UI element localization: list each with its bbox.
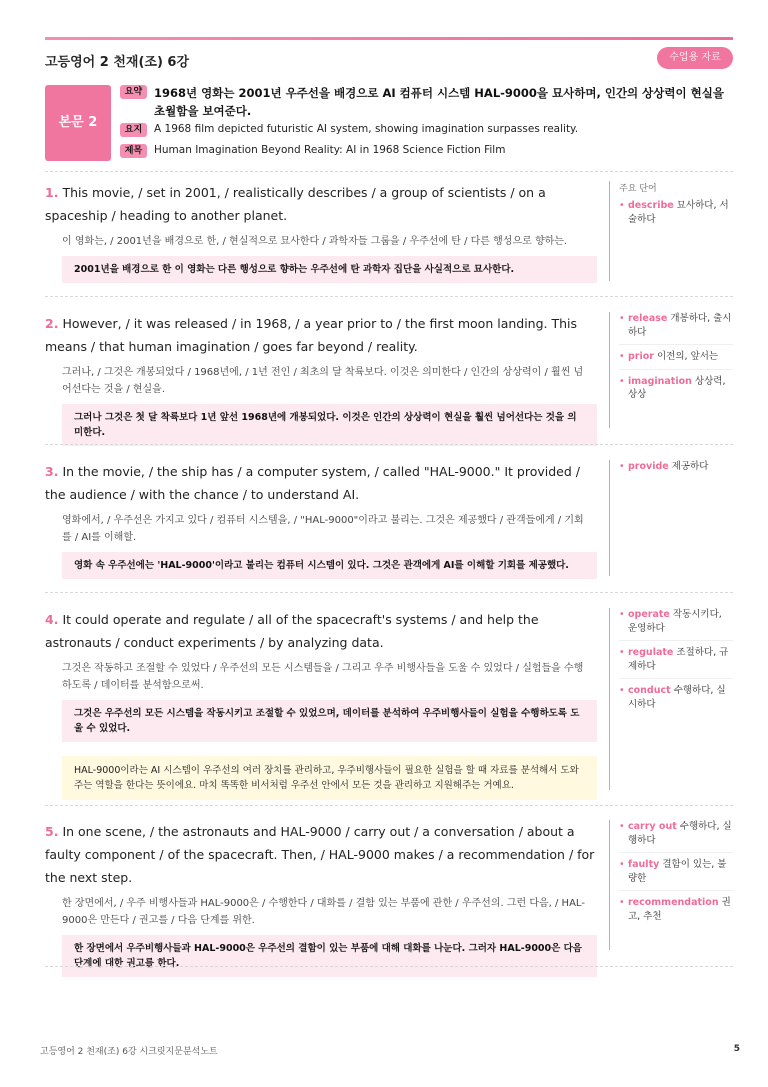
summary-row (120, 85, 724, 118)
bullet-icon: • (619, 461, 625, 472)
summary-text: 1968년 영화는 2001년 우주선을 배경으로 AI 컴퓨터 시스템 HAL-9000을 묘사하며, 인간의 상상력이 현실을 초월함을 보여준다. (154, 86, 724, 118)
gist-text: A 1968 film depicted futuristic AI system, showing imagination surpasses reality. (154, 123, 579, 135)
sentence-text: However, / it was released / in 1968, / a year prior to / the first moon landing. This means / that human imagination / goes far beyond / reality. (45, 316, 578, 354)
bullet-icon: • (619, 313, 625, 324)
sentence-full-translation: 한 장면에서 우주비행사들과 HAL-9000은 우주선의 결함이 있는 부품에 대해 대화를 나눈다. 그러자 HAL-9000은 다음 단계에 대한 권고를 한다. (62, 935, 597, 977)
vocab-word: faulty (628, 859, 660, 870)
sentence-full-translation: 영화 속 우주선에는 'HAL-9000'이라고 불리는 컴퓨터 시스템이 있다. 그것은 관객에게 AI를 이해할 기회를 제공했다. (62, 552, 597, 579)
vocab-item (619, 858, 733, 891)
section-divider (45, 171, 733, 172)
bullet-icon: • (619, 821, 625, 832)
page-number: 5 (733, 1044, 740, 1054)
vocab-box (609, 820, 733, 950)
sentence-english (45, 608, 600, 654)
vocab-meaning: 결함이 있는, 불량한 (628, 859, 727, 884)
bullet-icon: • (619, 685, 625, 696)
gist-row (120, 123, 579, 142)
bullet-icon: • (619, 859, 625, 870)
vocab-item (619, 820, 733, 853)
bullet-icon: • (619, 897, 625, 908)
sentence-chunk-translation: 이 영화는, / 2001년을 배경으로 한, / 현실적으로 묘사한다 / 과학자들 그룹을 / 우주선에 탄 / 다른 행성으로 향하는. (62, 236, 568, 247)
vocab-item (619, 896, 733, 928)
sentence-chunk-translation: 영화에서, / 우주선은 가지고 있다 / 컴퓨터 시스템을, / "HAL-9000"이라고 불리는. 그것은 제공했다 / 관객들에게 / 기회를 / AI를 이해할. (62, 515, 584, 543)
vocab-word: imagination (628, 375, 692, 387)
sentence-text: This movie, / set in 2001, / realistically describes / a group of scientists / on a spaceship / heading to another planet. (45, 185, 546, 223)
vocab-meaning: 수행하다, 실행하다 (628, 821, 732, 846)
bullet-icon: • (619, 647, 625, 658)
sentence-chunk-translation: 그것은 작동하고 조절할 수 있었다 / 우주선의 모든 시스템들을 / 그리고 우주 비행사들을 도울 수 있었다 / 실험들을 수행하도록 / 데이터를 분석함으로써. (62, 663, 584, 691)
page-title: 고등영어 2 천재(조) 6강 (45, 55, 190, 70)
vocab-word: carry out (628, 821, 677, 832)
vocab-box (609, 460, 733, 576)
sentence-number: 3. (45, 464, 59, 479)
vocab-word: release (628, 313, 668, 324)
sentence-full-translation: 그러나 그것은 첫 달 착륙보다 1년 앞선 1968년에 개봉되었다. 이것은 인간의 상상력이 현실을 훨씬 넘어선다는 것을 의미한다. (62, 404, 597, 446)
sentence-number: 5. (45, 824, 59, 839)
vocab-word: recommendation (628, 897, 719, 908)
vocab-word: prior (628, 351, 654, 362)
class-material-badge: 수업용 자료 (657, 47, 733, 69)
vocab-meaning: 조절하다, 규제하다 (628, 647, 729, 672)
section-divider (45, 444, 733, 445)
title-row (120, 144, 506, 163)
section-label: 본문 2 (45, 85, 111, 161)
passage-summary (45, 85, 733, 163)
vocab-item (619, 199, 733, 231)
vocab-word: provide (628, 461, 669, 472)
bullet-icon: • (619, 375, 625, 387)
vocab-meaning: 작동시키다, 운영하다 (628, 609, 722, 634)
vocab-word: describe (628, 200, 674, 211)
vocab-item (619, 350, 733, 370)
sentence-english (45, 820, 600, 889)
vocab-meaning: 상상력, 상상 (628, 375, 726, 400)
section-divider (45, 805, 733, 806)
vocab-word: conduct (628, 685, 671, 696)
title-text: Human Imagination Beyond Reality: AI in 1968 Science Fiction Film (154, 144, 506, 156)
vocab-word: regulate (628, 647, 674, 658)
sentence-english (45, 312, 600, 358)
sentence-english (45, 181, 600, 227)
vocab-word: operate (628, 609, 670, 620)
footer-title: 고등영어 2 천재(조) 6강 시크릿지문분석노트 (40, 1047, 218, 1057)
gist-tag: 요지 (120, 123, 147, 137)
vocab-meaning: 제공하다 (671, 461, 709, 472)
sentence-english (45, 460, 600, 506)
sentence-chunk-translation: 한 장면에서, / 우주 비행사들과 HAL-9000은 / 수행한다 / 대화를 / 결함 있는 부품에 관한 / 우주선의. 그런 다음, / HAL-9000은 만든다 / 권고를 / 다음 단계를 위한. (62, 898, 585, 926)
section-divider (45, 592, 733, 593)
header-accent-bar (45, 37, 733, 40)
sentence-full-translation: 2001년을 배경으로 한 이 영화는 다른 행성으로 향하는 우주선에 탄 과학자 집단을 사실적으로 묘사한다. (62, 256, 597, 283)
vocab-item (619, 646, 733, 679)
vocab-box (609, 312, 733, 428)
bullet-icon: • (619, 200, 625, 211)
vocab-meaning: 수행하다, 실시하다 (628, 685, 726, 710)
sentence-text: In one scene, / the astronauts and HAL-9000 / carry out / a conversation / about a faulty component / of the spacecraft. Then, / HAL-9000 makes / a recommendation / for the next step. (45, 824, 595, 885)
sentence-number: 4. (45, 612, 59, 627)
sentence-number: 1. (45, 185, 59, 200)
vocab-meaning: 묘사하다, 서술하다 (628, 200, 729, 225)
explanation-note: HAL-9000이라는 AI 시스템이 우주선의 여러 장치를 관리하고, 우주비행사들이 필요한 실험을 할 때 자료를 분석해서 도와주는 역할을 한다는 뜻이에요. 마치 똑똑한 비서처럼 우주선 안에서 모든 것을 관리하고 지원해주는 거예요. (62, 756, 597, 800)
vocab-item (619, 312, 733, 345)
sentence-text: In the movie, / the ship has / a computer system, / called "HAL-9000." It provided / the audience / with the chance / to understand AI. (45, 464, 580, 502)
vocab-heading: 주요 단어 (619, 184, 657, 194)
title-tag: 제목 (120, 144, 147, 158)
sentence-block (45, 312, 600, 446)
sentence-block (45, 460, 600, 579)
sentence-full-translation: 그것은 우주선의 모든 시스템을 작동시키고 조절할 수 있었으며, 데이터를 분석하여 우주비행사들이 실험을 수행하도록 도울 수 있었다. (62, 700, 597, 742)
sentence-text: It could operate and regulate / all of the spacecraft's systems / and help the astronauts / conduct experiments / by analyzing data. (45, 612, 539, 650)
vocab-box (609, 608, 733, 790)
vocab-meaning: 이전의, 앞서는 (657, 351, 719, 362)
section-divider (45, 966, 733, 967)
vocab-item (619, 608, 733, 641)
vocab-meaning: 개봉하다, 출시하다 (628, 313, 732, 338)
bullet-icon: • (619, 351, 625, 362)
vocab-item (619, 460, 733, 479)
summary-tag: 요약 (120, 85, 147, 99)
sentence-chunk-translation: 그러나, / 그것은 개봉되었다 / 1968년에, / 1년 전인 / 최초의 달 착륙보다. 이것은 의미한다 / 인간의 상상력이 / 훨씬 넘어선다는 것을 / 현실을. (62, 367, 584, 395)
sentence-block (45, 820, 600, 977)
vocab-box (609, 181, 733, 281)
vocab-item (619, 375, 733, 407)
vocab-meaning: 권고, 추천 (628, 897, 731, 922)
bullet-icon: • (619, 609, 625, 620)
vocab-item (619, 684, 733, 716)
sentence-block (45, 608, 600, 800)
page-header (45, 46, 733, 72)
section-divider (45, 296, 733, 297)
sentence-block (45, 181, 600, 283)
sentence-number: 2. (45, 316, 59, 331)
